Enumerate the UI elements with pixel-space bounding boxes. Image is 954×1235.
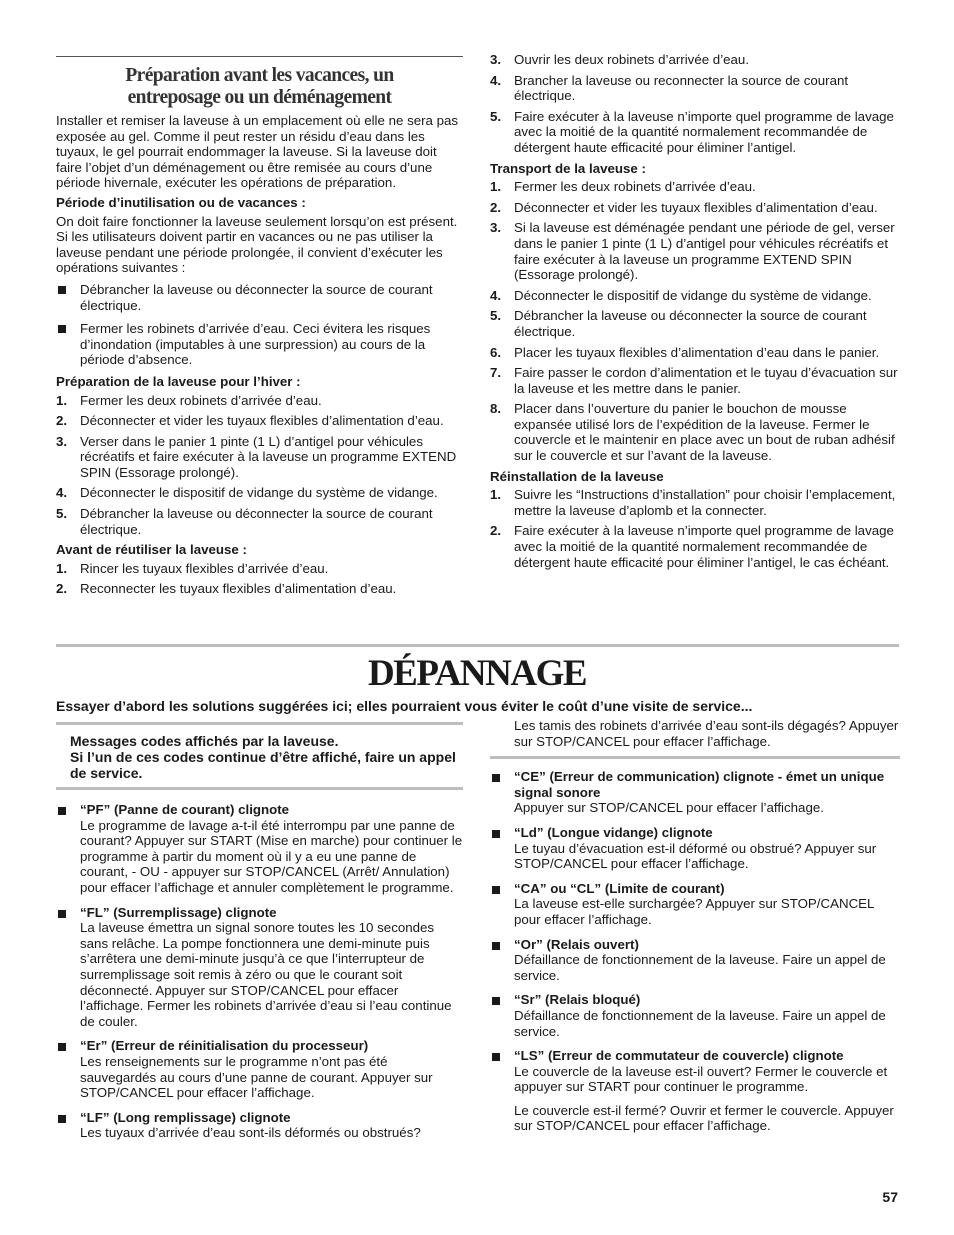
- reuse-heading: Avant de réutiliser la laveuse :: [56, 542, 247, 558]
- divider: [490, 756, 900, 759]
- list-item: 8. Placer dans l’ouverture du panier le bouchon de mousse expansée utilisé lors de l’expédition de la laveuse. Fermer le couvercle et le maintenir en place avec un bout de ruban adhésif sur le couvercle et sur l’avant de la laveuse.: [490, 401, 895, 464]
- square-bullet-icon: [492, 886, 500, 894]
- winter-steps: [56, 393, 463, 538]
- error-code-item: [56, 802, 463, 896]
- ls-extra-text: Le couvercle est-il fermé? Ouvrir et fermer le couvercle. Appuyer sur STOP/CANCEL pour effacer l’affichage.: [514, 1102, 894, 1134]
- error-code-title: “CA” ou “CL” (Limite de courant): [514, 880, 725, 896]
- top-rule: [56, 56, 463, 57]
- square-bullet-icon: [58, 286, 66, 294]
- list-item: 1. Fermer les deux robinets d’arrivée d’eau.: [490, 179, 756, 195]
- error-code-title: “Or” (Relais ouvert): [514, 936, 639, 952]
- error-code-title: “LS” (Erreur de commutateur de couvercle) clignote: [514, 1048, 844, 1064]
- list-item: 3. Ouvrir les deux robinets d’arrivée d’eau.: [490, 52, 750, 67]
- list-item: 1. Rincer les tuyaux flexibles d’arrivée d’eau.: [56, 560, 329, 576]
- error-codes-right: [490, 718, 900, 1141]
- error-code-text: La laveuse est-elle surchargée? Appuyer sur STOP/CANCEL pour effacer l’affichage.: [514, 896, 874, 927]
- error-code-text: Le programme de lavage a-t-il été interrompu par une panne de courant? Appuyer sur START (Mise en marche) pour continuer le programme à partir du moment où il y a eu une panne de courant, - OU - appuyer sur STOP/CANCEL (Arrêt/ Annulation) pour effacer l’affichage et annuler complètement le programme.: [80, 817, 463, 895]
- section-title: [56, 65, 463, 109]
- right-column: [490, 52, 900, 575]
- list-item: 7. Faire passer le cordon d’alimentation et le tuyau d’évacuation sur la laveuse et les mettre dans le panier.: [490, 365, 898, 396]
- list-item: 1. Suivre les “Instructions d’installation” pour choisir l’emplacement, mettre la laveuse d’aplomb et la connecter.: [490, 487, 896, 518]
- error-code-text: Le couvercle de la laveuse est-il ouvert? Fermer le couvercle et appuyer sur START pour continuer le programme.: [514, 1063, 888, 1095]
- vacation-bullet-list: [56, 282, 463, 368]
- troubleshooting-title: DÉPANNAGE: [367, 653, 587, 694]
- section-title-line1: Préparation avant les vacances, un: [125, 65, 394, 86]
- square-bullet-icon: [58, 325, 66, 333]
- error-code-item: [490, 992, 900, 1039]
- error-code-item: [490, 881, 900, 928]
- section-divider: [56, 644, 899, 647]
- square-bullet-icon: [58, 1043, 66, 1051]
- list-item: 5. Débrancher la laveuse ou déconnecter la source de courant électrique.: [56, 506, 433, 537]
- error-code-item: [490, 1048, 900, 1095]
- error-code-title: “CE” (Erreur de communication) clignote - émet un unique signal sonore: [514, 769, 885, 800]
- winter-heading: Préparation de la laveuse pour l’hiver :: [56, 373, 301, 389]
- list-item: 1. Fermer les deux robinets d’arrivée d’eau.: [56, 392, 322, 408]
- square-bullet-icon: [492, 1053, 500, 1061]
- callout-line2: Si l’un de ces codes continue d’être affiché, faire un appel de service.: [70, 749, 456, 781]
- error-code-text: Défaillance de fonctionnement de la laveuse. Faire un appel de service.: [514, 1007, 886, 1039]
- list-item: 4. Brancher la laveuse ou reconnecter la source de courant électrique.: [490, 72, 849, 104]
- error-code-title: “Er” (Erreur de réinitialisation du processeur): [80, 1038, 369, 1054]
- section-title-line2: entreposage ou un déménagement: [127, 87, 392, 108]
- square-bullet-icon: [58, 1115, 66, 1123]
- error-code-title: “Ld” (Longue vidange) clignote: [514, 824, 713, 840]
- error-code-title: “LF” (Long remplissage) clignote: [80, 1109, 291, 1125]
- list-item: 2. Déconnecter et vider les tuyaux flexibles d’alimentation d’eau.: [56, 413, 444, 429]
- error-code-item: [490, 825, 900, 872]
- error-code-title: “FL” (Surremplissage) clignote: [80, 904, 277, 920]
- troubleshooting-intro: Essayer d’abord les solutions suggérées ici; elles pourraient vous éviter le coût d’une visite de service...: [56, 698, 753, 714]
- list-item: Débrancher la laveuse ou déconnecter la source de courant électrique.: [56, 282, 463, 313]
- list-item: 2. Faire exécuter à la laveuse n’importe quel programme de lavage avec la moitié de la quantité normalement recommandée de détergent haute efficacité pour éliminer l’antigel, le cas échéant.: [490, 523, 894, 570]
- list-item: 4. Déconnecter le dispositif de vidange du système de vidange.: [56, 485, 438, 501]
- error-code-text: Défaillance de fonctionnement de la laveuse. Faire un appel de service.: [514, 952, 886, 983]
- error-code-item: [490, 769, 900, 816]
- error-code-item: [56, 905, 463, 1030]
- list-item: 2. Déconnecter et vider les tuyaux flexibles d’alimentation d’eau.: [490, 199, 878, 215]
- intro-paragraph: Installer et remiser la laveuse à un emplacement où elle ne sera pas exposée au gel. Comme il peut rester un résidu d’eau dans les tuyaux, le gel pourrait endommager la laveuse. Si la laveuse doit faire l’objet d’un déménagement ou être remisée au cours d’une période hivernale, exécuter les opérations de préparation.: [56, 113, 459, 191]
- list-item: 2. Reconnecter les tuyaux flexibles d’alimentation d’eau.: [56, 581, 397, 597]
- reinstall-heading: Réinstallation de la laveuse: [490, 468, 664, 484]
- list-item: Fermer les robinets d’arrivée d’eau. Ceci évitera les risques d’inondation (imputables à une surpression) au cours de la période d’absence.: [56, 321, 463, 368]
- lf-continuation: Les tamis des robinets d’arrivée d’eau sont-ils dégagés? Appuyer sur STOP/CANCEL pour effacer l’affichage.: [514, 718, 899, 749]
- transport-heading: Transport de la laveuse :: [490, 160, 646, 176]
- reuse-steps: [56, 561, 463, 597]
- left-column: [56, 56, 463, 602]
- list-item: 3. Verser dans le panier 1 pinte (1 L) d’antigel pour véhicules récréatifs et faire exécuter à la laveuse un programme EXTEND SPIN (Essorage prolongé).: [56, 433, 457, 480]
- error-code-title: “Sr” (Relais bloqué): [514, 992, 641, 1008]
- vacation-heading: Période d’inutilisation ou de vacances :: [56, 194, 306, 210]
- error-code-text: Appuyer sur STOP/CANCEL pour effacer l’affichage.: [514, 800, 824, 816]
- error-code-item: [56, 1110, 463, 1141]
- error-code-item: [490, 937, 900, 984]
- error-code-text: Les renseignements sur le programme n’ont pas été sauvegardés au cours d’une panne de courant. Appuyer sur STOP/CANCEL pour effacer l’affichage.: [80, 1053, 433, 1101]
- error-code-text: La laveuse émettra un signal sonore toutes les 10 secondes sans relâche. La pompe fonctionnera une demi-minute puis s’arrêtera une demi-minute jusqu’à ce que l’interrupteur de surremplissage soit remis à zéro ou que le courant soit déconnecté. Appuyer sur STOP/CANCEL pour effacer l’affichage. Fermer les robinets d’arrivée d’eau si l’eau continue de couler.: [80, 920, 452, 1029]
- error-code-text: Le tuyau d’évacuation est-il déformé ou obstrué? Appuyer sur STOP/CANCEL pour effacer l’affichage.: [514, 840, 877, 872]
- reuse-steps-continued: [490, 52, 900, 156]
- square-bullet-icon: [492, 830, 500, 838]
- list-item: 4. Déconnecter le dispositif de vidange du système de vidange.: [490, 287, 872, 303]
- square-bullet-icon: [492, 942, 500, 950]
- list-item: 5. Débrancher la laveuse ou déconnecter la source de courant électrique.: [490, 308, 867, 339]
- error-code-item: [56, 1038, 463, 1100]
- list-item: 6. Placer les tuyaux flexibles d’alimentation d’eau dans le panier.: [490, 344, 880, 360]
- reinstall-steps: [490, 487, 900, 570]
- transport-steps: [490, 179, 900, 464]
- error-code-title: “PF” (Panne de courant) clignote: [80, 802, 290, 817]
- error-codes-left: [56, 722, 463, 1150]
- square-bullet-icon: [58, 807, 66, 815]
- square-bullet-icon: [492, 774, 500, 782]
- list-item: 3. Si la laveuse est déménagée pendant une période de gel, verser dans le panier 1 pinte (1 L) d’antigel pour véhicules récréatifs et faire exécuter à la laveuse un programme EXTEND SPIN (Essorage prolongé).: [490, 220, 895, 283]
- error-code-text: Les tuyaux d’arrivée d’eau sont-ils déformés ou obstrués?: [80, 1125, 421, 1141]
- page-number: 57: [882, 1189, 898, 1205]
- square-bullet-icon: [492, 997, 500, 1005]
- error-codes-callout: [56, 722, 463, 790]
- vacation-paragraph: On doit faire fonctionner la laveuse seulement lorsqu’on est présent. Si les utilisateurs doivent partir en vacances ou ne pas utiliser la laveuse pendant une période prolongée, il convient d’exécuter les opérations suivantes :: [56, 213, 458, 276]
- list-item: 5. Faire exécuter à la laveuse n’importe quel programme de lavage avec la moitié de la quantité normalement recommandée de détergent haute efficacité pour éliminer l’antigel.: [490, 108, 894, 155]
- callout-line1: Messages codes affichés par la laveuse.: [70, 733, 339, 749]
- square-bullet-icon: [58, 910, 66, 918]
